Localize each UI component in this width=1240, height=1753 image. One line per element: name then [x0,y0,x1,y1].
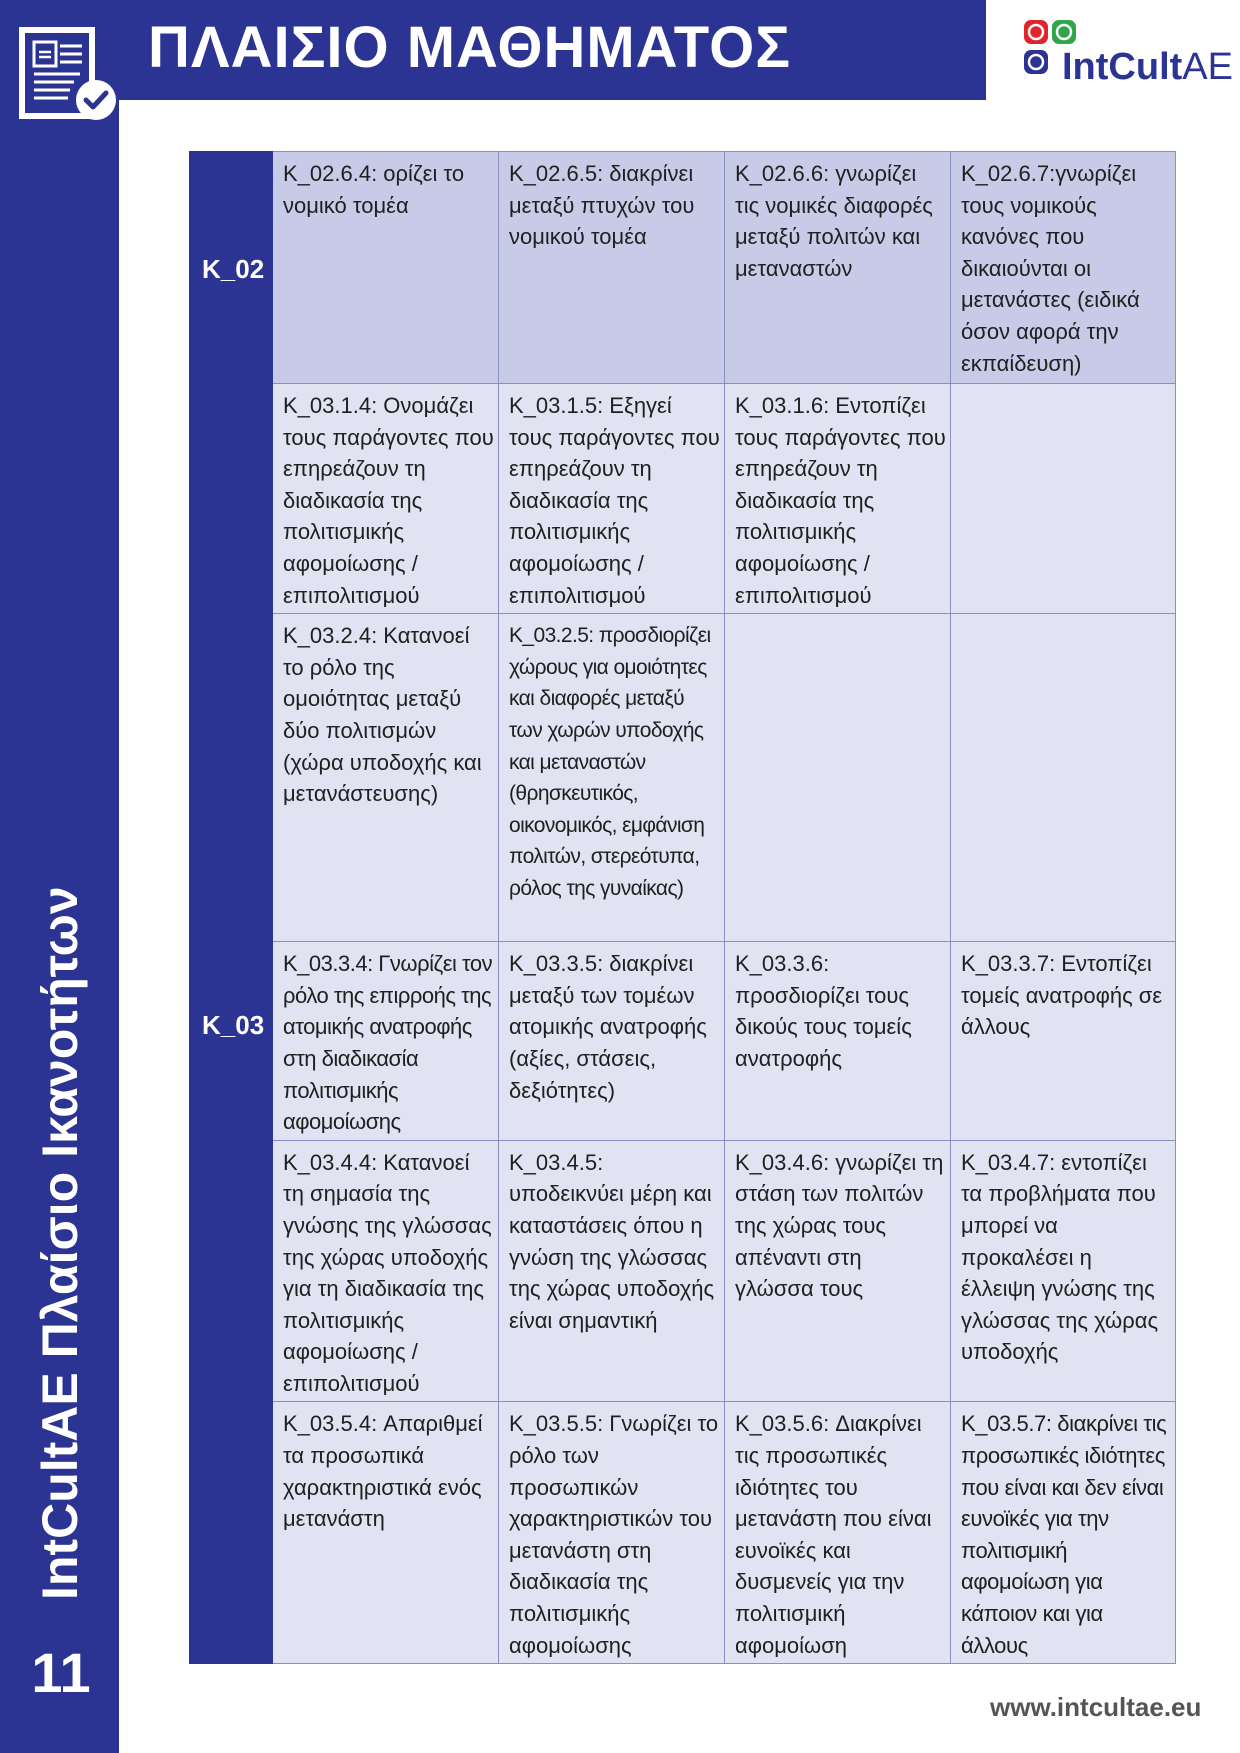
table-cell [725,614,951,942]
competence-table [189,151,1176,1664]
table-cell: K_03.2.5: προσδιορίζει χώρους για ομοιότητες και διαφορές μεταξύ των χωρών υποδοχής και μεταναστών (θρησκευτικός, οικονομικός, εμφάνιση πολιτών, στερεότυπα, ρόλος της γυναίκας) [499,614,725,942]
table-cell: K_02.6.4: ορίζει το νομικό τομέα [273,152,499,384]
table-row [190,1140,1176,1402]
table-cell: K_03.5.7: διακρίνει τις προσωπικές ιδιότητες που είναι και δεν είναι ευνοϊκές για την πολιτισμική αφομοίωση για κάποιον και για άλλους [951,1402,1176,1664]
table-cell: K_03.4.4: Κατανοεί τη σημασία της γνώσης της γλώσσας της χώρας υποδοχής για τη διαδικασία της πολιτισμικής αφομοίωσης / επιπολιτισμού [273,1140,499,1402]
table-cell: K_03.3.7: Εντοπίζει τομείς ανατροφής σε άλλους [951,942,1176,1141]
table-cell: K_03.4.6: γνωρίζει τη στάση των πολιτών της χώρας τους απέναντι στη γλώσσα τους [725,1140,951,1402]
table-cell: K_02.6.6: γνωρίζει τις νομικές διαφορές μεταξύ πολιτών και μεταναστών [725,152,951,384]
table-cell: K_03.5.6: Διακρίνει τις προσωπικές ιδιότητες του μετανάστη που είναι ευνοϊκές και δυσμενείς για την πολιτισμική αφομοίωση [725,1402,951,1664]
table-cell [951,384,1176,614]
row-label-k02: K_02 [190,152,273,384]
table-cell: K_03.4.7: εντοπίζει τα προβλήματα που μπορεί να προκαλέσει η έλλειψη γνώσης της γλώσσας της χώρας υποδοχής [951,1140,1176,1402]
table-cell: K_02.6.5: διακρίνει μεταξύ πτυχών του νομικού τομέα [499,152,725,384]
table-cell: K_03.3.4: Γνωρίζει τον ρόλο της επιρροής της ατομικής ανατροφής στη διαδικασία πολιτισμικής αφομοίωσης [273,942,499,1141]
table-cell: K_03.2.4: Κατανοεί το ρόλο της ομοιότητας μεταξύ δύο πολιτισμών (χώρα υποδοχής και μετανάστευσης) [273,614,499,942]
table-cell: K_03.3.5: διακρίνει μεταξύ των τομέων ατομικής ανατροφής (αξίες, στάσεις, δεξιότητες) [499,942,725,1141]
document-check-icon [18,26,120,128]
table-cell: K_03.1.4: Ονομάζει τους παράγοντες που επηρεάζουν τη διαδικασία της πολιτισμικής αφομοίωσης / επιπολιτισμού [273,384,499,614]
table-cell: K_02.6.7:γνωρίζει τους νομικούς κανόνες που δικαιούνται οι μετανάστες (ειδικά όσον αφορά την εκπαίδευση) [951,152,1176,384]
table-cell: K_03.5.5: Γνωρίζει το ρόλο των προσωπικών χαρακτηριστικών του μετανάστη στη διαδικασία της πολιτισμικής αφομοίωσης [499,1402,725,1664]
logo-text: IntCultAE [1062,46,1233,88]
table-cell: K_03.3.6: προσδιορίζει τους δικούς τους τομείς ανατροφής [725,942,951,1141]
side-title: IntCultAE Πλαίσιο Ικανοτήτων [32,886,88,1600]
table-row [190,384,1176,614]
table-cell [951,614,1176,942]
page-number: 11 [31,1641,91,1704]
table-cell: K_03.1.5: Εξηγεί τους παράγοντες που επηρεάζουν τη διαδικασία της πολιτισμικής αφομοίωσης / επιπολιτισμού [499,384,725,614]
page-title: ΠΛΑΙΣΙΟ ΜΑΘΗΜΑΤΟΣ [148,15,792,80]
table-row [190,152,1176,384]
table-cell: K_03.1.6: Εντοπίζει τους παράγοντες που επηρεάζουν τη διαδικασία της πολιτισμικής αφομοίωσης / επιπολιτισμού [725,384,951,614]
table-row [190,614,1176,942]
table-row [190,1402,1176,1664]
footer-url[interactable]: www.intcultae.eu [990,1692,1202,1722]
table-cell: K_03.4.5: υποδεικνύει μέρη και καταστάσεις όπου η γνώση της γλώσσας της χώρας υποδοχής είναι σημαντική [499,1140,725,1402]
table-cell: K_03.5.4: Απαριθμεί τα προσωπικά χαρακτηριστικά ενός μετανάστη [273,1402,499,1664]
table-row [190,942,1176,1141]
row-label-k03: K_03 [190,384,273,1664]
